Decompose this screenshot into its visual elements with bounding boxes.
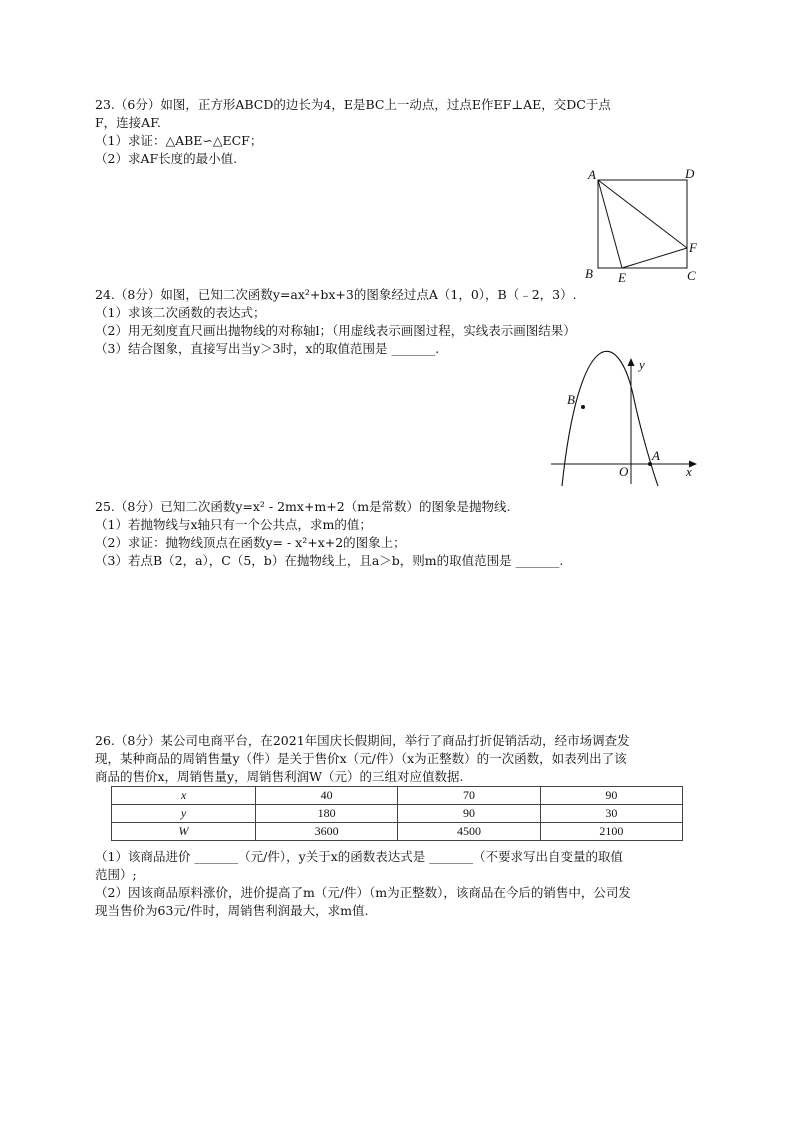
q26-data-table: [111, 786, 683, 841]
label-a: A: [588, 167, 596, 182]
label-f: F: [689, 240, 697, 255]
table-cell: 90: [540, 787, 682, 805]
q24-part-1: （1）求该二次函数的表达式；: [95, 305, 266, 320]
label-o: O: [619, 464, 629, 479]
point-b: [581, 405, 585, 409]
y-axis-arrow: [628, 358, 635, 366]
q26-part-2-line-2: 现当售价为63元/件时，周销售利润最大，求m值.: [95, 903, 369, 918]
q23-stem-line-2: F，连接AF.: [95, 115, 161, 130]
q23-stem-line-1: 23.（6分）如图，正方形ABCD的边长为4，E是BC上一动点，过点E作EF⊥AE，交DC于点: [95, 97, 611, 112]
row-header: W: [112, 823, 256, 841]
q24-part-3: （3）结合图象，直接写出当y＞3时，x的取值范围是 _______.: [95, 341, 440, 356]
q26-stem-line-2: 现，某种商品的周销售量y（件）是关于售价x（元/件）（x为正整数）的一次函数，如表列出了该: [95, 751, 627, 766]
q26-part-1-line-1: （1）该商品进价 _______（元/件），y关于x的函数表达式是 _______（不要求写出自变量的取值: [95, 849, 623, 864]
label-b: B: [567, 392, 575, 407]
table-cell: 70: [398, 787, 540, 805]
table-row: [112, 787, 683, 805]
q25-stem: 25.（8分）已知二次函数y=x² - 2mx+m+2（m是常数）的图象是抛物线.: [95, 499, 511, 514]
q24-parabola-figure: [545, 352, 705, 492]
label-a: A: [652, 448, 660, 463]
q26-part-1-line-2: 范围）;: [95, 867, 137, 882]
segment-ef: [622, 248, 687, 268]
row-header: y: [112, 805, 256, 823]
label-d: D: [685, 166, 695, 181]
q26-stem-line-3: 商品的售价x，周销售量y，周销售利润W（元）的三组对应值数据.: [95, 769, 464, 784]
label-x: x: [686, 464, 692, 479]
label-b: B: [585, 266, 593, 281]
q25-part-3: （3）若点B（2，a），C（5，b）在抛物线上，且a＞b，则m的取值范围是 _______.: [95, 553, 564, 568]
segment-af: [598, 180, 687, 248]
row-header: x: [112, 787, 256, 805]
table-cell: 4500: [398, 823, 540, 841]
q24-stem: 24.（8分）如图，已知二次函数y=ax²+bx+3的图象经过点A（1，0），B（﹣2，3）.: [95, 287, 577, 302]
square-abcd: [598, 180, 687, 268]
table-cell: 180: [256, 805, 398, 823]
table-row: [112, 823, 683, 841]
q23-square-figure: [580, 165, 705, 287]
q25-part-2: （2）求证：抛物线顶点在函数y= - x²+x+2的图象上；: [95, 535, 406, 550]
table-cell: 30: [540, 805, 682, 823]
label-y: y: [639, 357, 645, 372]
q25-part-1: （1）若抛物线与x轴只有一个公共点，求m的值；: [95, 517, 372, 532]
label-e: E: [618, 270, 626, 285]
q26-part-2-line-1: （2）因该商品原料涨价，进价提高了m（元/件）（m为正整数），该商品在今后的销售中，公司发: [95, 885, 631, 900]
q23-part-1: （1）求证：△ABE∽△ECF；: [95, 133, 263, 148]
table-cell: 40: [256, 787, 398, 805]
table-cell: 2100: [540, 823, 682, 841]
q24-part-2: （2）用无刻度直尺画出抛物线的对称轴l；（用虚线表示画图过程，实线表示画图结果）: [95, 323, 576, 338]
table-cell: 3600: [256, 823, 398, 841]
q26-stem-line-1: 26.（8分）某公司电商平台，在2021年国庆长假期间，举行了商品打折促销活动，经市场调查发: [95, 733, 630, 748]
table-cell: 90: [398, 805, 540, 823]
segment-ae: [598, 180, 622, 268]
q23-part-2: （2）求AF长度的最小值.: [95, 151, 238, 166]
label-c: C: [687, 268, 696, 283]
table-row: [112, 805, 683, 823]
